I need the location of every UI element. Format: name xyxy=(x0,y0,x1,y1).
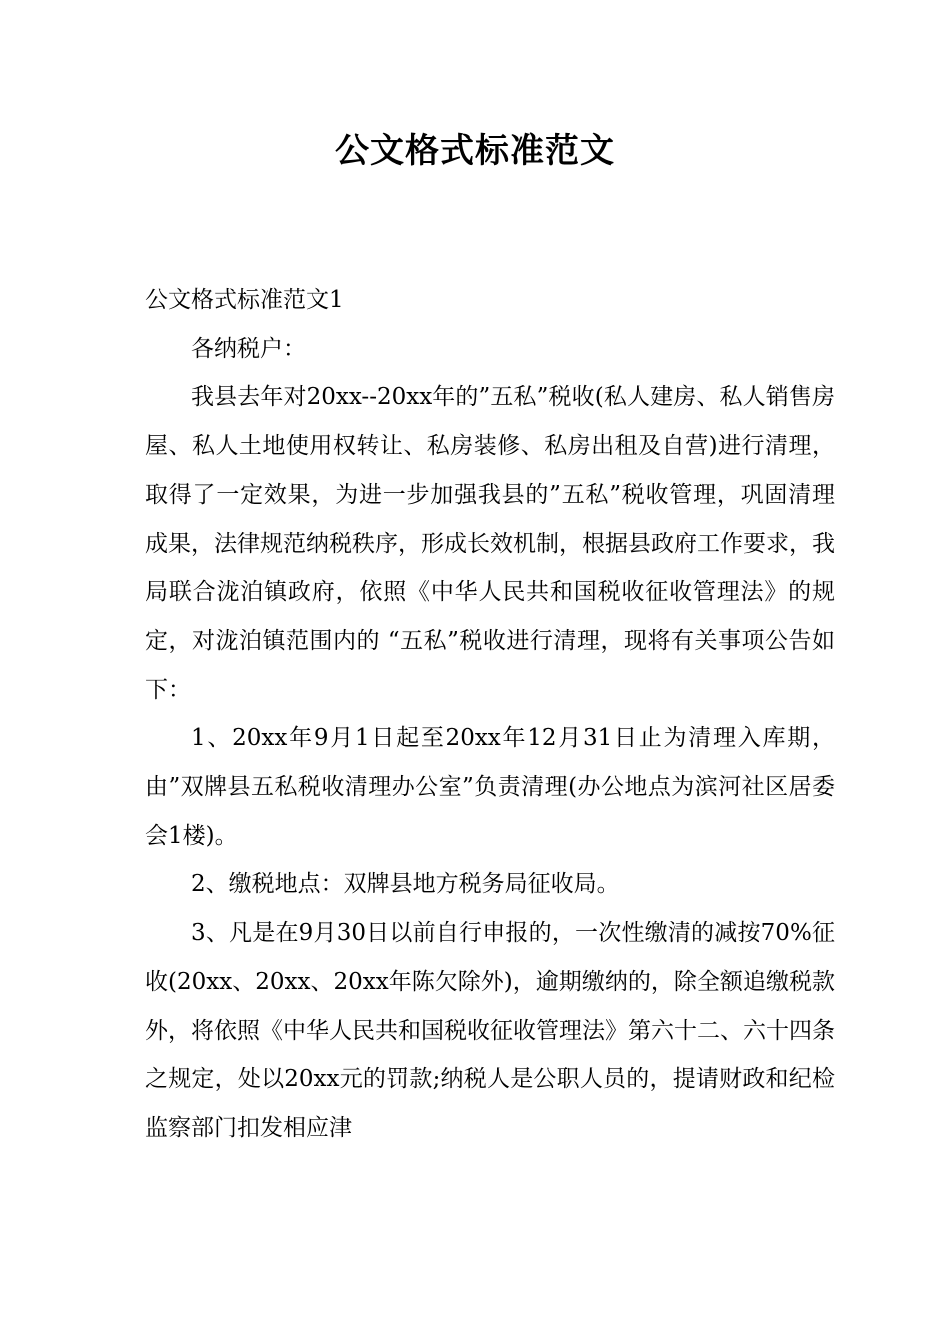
paragraph-item-3: 3、凡是在9月30日以前自行申报的，一次性缴清的减按70%征收(20xx、20xx、20xx年陈欠除外)，逾期缴纳的，除全额追缴税款外，将依照《中华人民共和国税收征收管理法》第六十二、六十四条之规定，处以20xx元的罚款;纳税人是公职人员的，提请财政和纪检监察部门扣发相应津 xyxy=(145,920,835,1141)
paragraph-intro: 我县去年对20xx--20xx年的”五私”税收(私人建房、私人销售房屋、私人土地使用权转让、私房装修、私房出租及自营)进行清理，取得了一定效果，为进一步加强我县的”五私”税收管理，巩固清理成果，法律规范纳税秩序，形成长效机制，根据县政府工作要求，我局联合泷泊镇政府，依照《中华人民共和国税收征收管理法》的规定，对泷泊镇范围内的 “五私”税收进行清理，现将有关事项公告如下： xyxy=(145,384,835,703)
salutation: 各纳税户： xyxy=(191,335,306,362)
paragraph-item-2: 2、缴税地点：双牌县地方税务局征收局。 xyxy=(191,871,620,898)
paragraph-item-1: 1、20xx年9月1日起至20xx年12月31日止为清理入库期，由”双牌县五私税收清理办公室”负责清理(办公地点为滨河社区居委会1楼)。 xyxy=(145,725,835,849)
document-body xyxy=(145,276,835,1153)
document-title: 公文格式标准范文 xyxy=(335,131,615,171)
section-heading: 公文格式标准范文1 xyxy=(145,287,344,313)
